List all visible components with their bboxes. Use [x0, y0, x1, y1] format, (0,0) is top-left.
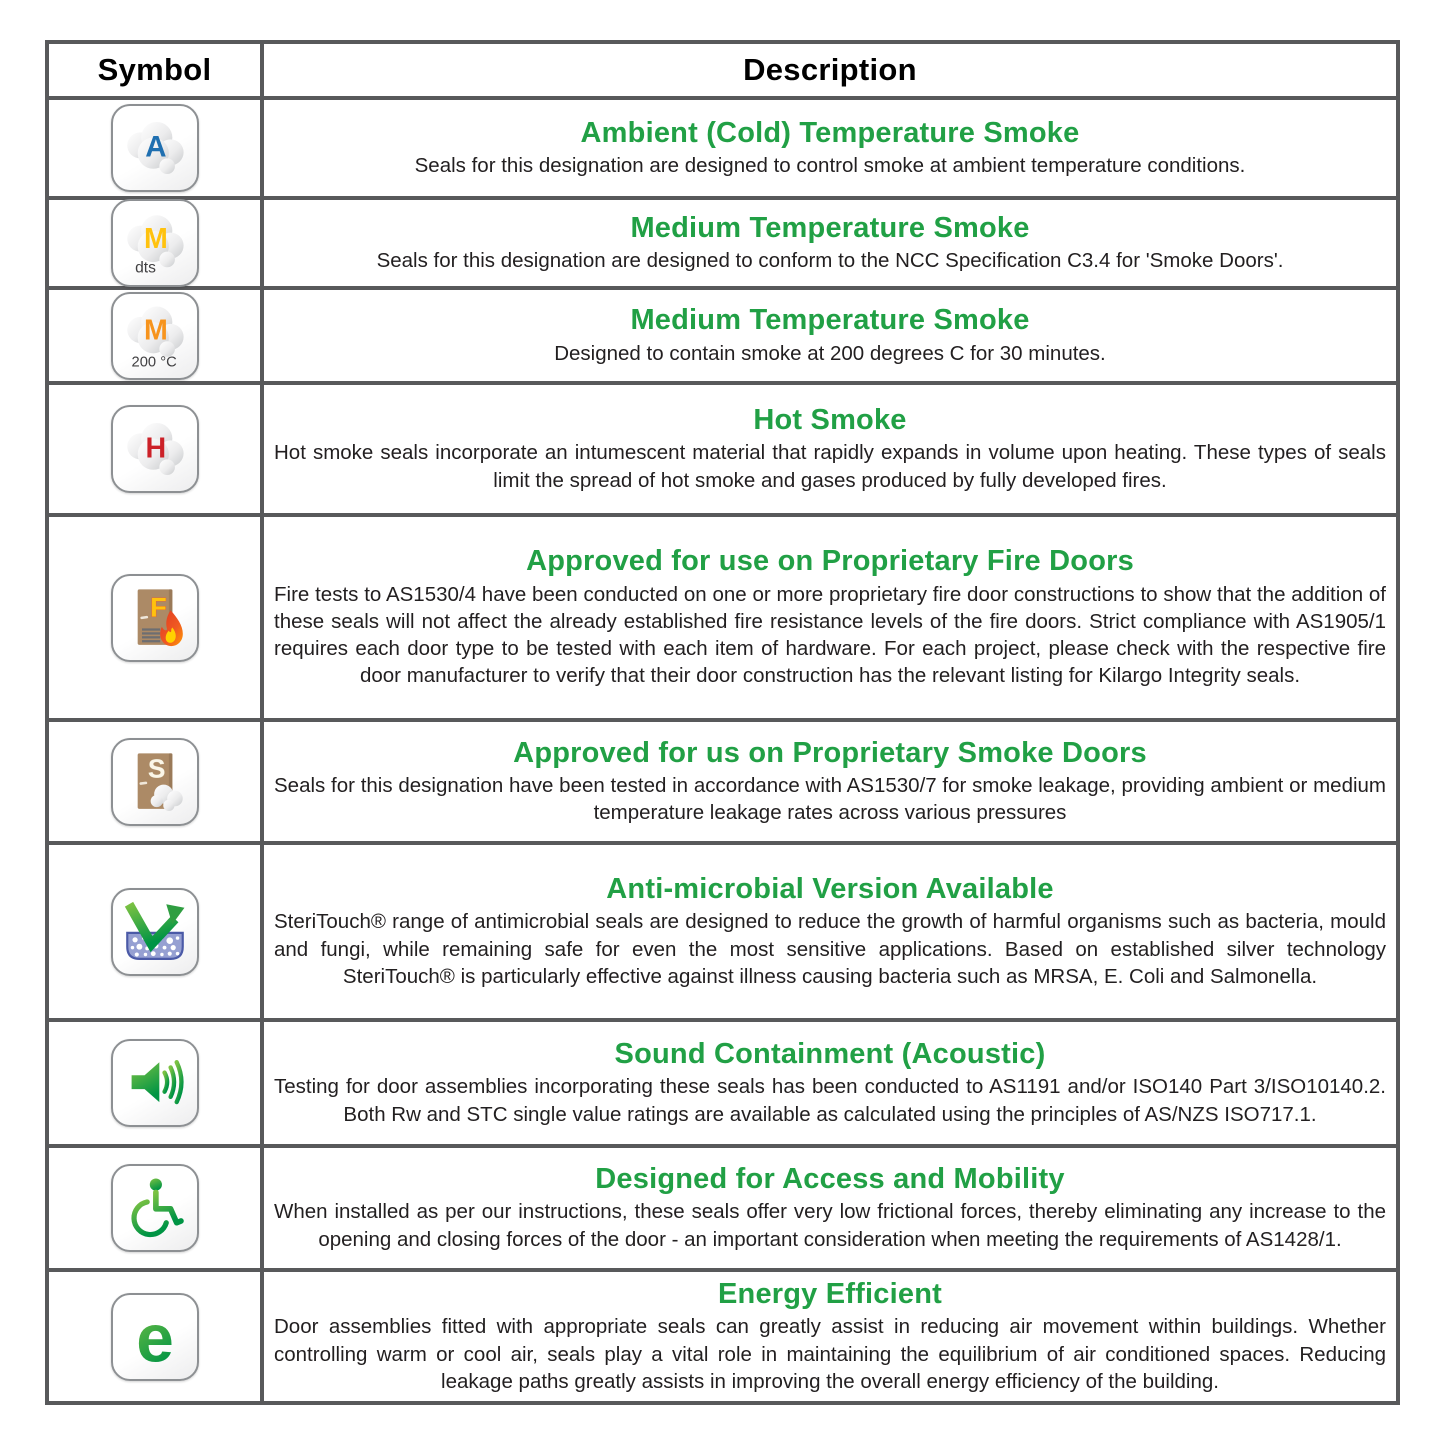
row-body: Designed to contain smoke at 200 degrees C for 30 minutes.: [554, 341, 1106, 365]
symbol-column-header: [49, 44, 264, 96]
row-body: Seals for this designation are designed to control smoke at ambient temperature conditions.: [414, 154, 1246, 178]
symbol-cell: [49, 290, 264, 381]
table-row: [49, 841, 1396, 1018]
row-title: Energy Efficient: [718, 1277, 942, 1310]
description-cell: [264, 100, 1396, 196]
description-cell: [264, 290, 1396, 381]
medium-dts-letter: M: [143, 223, 168, 256]
symbol-cell: [49, 200, 264, 286]
description-cell: [264, 1148, 1396, 1268]
ambient-letter: A: [144, 130, 167, 164]
medium-200c-letter: M: [143, 313, 168, 346]
row-title: Ambient (Cold) Temperature Smoke: [580, 116, 1080, 149]
energy-letter: e: [135, 1300, 174, 1376]
symbol-description-table: [45, 40, 1400, 1405]
hot-smoke-cloud-icon: [111, 405, 199, 493]
table-row: [49, 96, 1396, 196]
medium-200c-cloud-icon: [111, 292, 199, 380]
symbol-cell: [49, 100, 264, 196]
row-title: Medium Temperature Smoke: [630, 304, 1030, 337]
row-title: Approved for us on Proprietary Smoke Doors: [513, 736, 1147, 769]
fire-door-icon: [111, 574, 199, 662]
description-cell: [264, 385, 1396, 513]
table-row: [49, 513, 1396, 718]
table-row: [49, 196, 1396, 286]
row-title: Hot Smoke: [753, 404, 907, 437]
description-header-label: Description: [743, 52, 917, 87]
symbol-cell: [49, 385, 264, 513]
description-column-header: [264, 44, 1396, 96]
row-body: Seals for this designation have been tested in accordance with AS1530/7 for smoke leakage, providing ambient or medium temperature leakage rates across various pressures: [274, 773, 1386, 825]
speaker-icon: [111, 1039, 199, 1127]
row-title: Anti-microbial Version Available: [606, 872, 1054, 905]
energy-efficient-icon: [111, 1293, 199, 1381]
smoke-door-letter: S: [147, 753, 165, 784]
row-body: Hot smoke seals incorporate an intumescent material that rapidly expands in volume upon heating. These types of seals limit the spread of hot smoke and gases produced by fully developed fires.: [274, 441, 1386, 492]
medium-dts-cloud-icon: [111, 199, 199, 287]
ambient-cloud-icon: [111, 104, 199, 192]
row-body: Door assemblies fitted with appropriate seals can greatly assist in reducing air movement within buildings. Whether controlling warm or cool air, seals play a vital role in maintaining the equilibrium of air conditioned spaces. Reducing leakage paths greatly assists in improving the overall energy efficiency of the building.: [274, 1315, 1386, 1393]
symbol-cell: [49, 722, 264, 841]
row-title: Approved for use on Proprietary Fire Doors: [526, 545, 1134, 578]
table-row: [49, 718, 1396, 841]
table-row: [49, 1268, 1396, 1401]
row-body: SteriTouch® range of antimicrobial seals are designed to reduce the growth of harmful organisms such as bacteria, mould and fungi, while remaining safe for even the most sensitive applications. Based on established silver technology SteriTouch® is particularly effective against illness causing bacteria such as MRSA, E. Coli and Salmonella.: [274, 910, 1386, 988]
symbol-header-label: Symbol: [97, 52, 212, 87]
row-body: Seals for this designation are designed to conform to the NCC Specification C3.4 for 'Smoke Doors'.: [376, 249, 1284, 273]
hot-smoke-letter: H: [145, 432, 166, 465]
description-cell: [264, 517, 1396, 718]
symbol-cell: [49, 845, 264, 1018]
medium-dts-sublabel: dts: [134, 259, 156, 277]
description-cell: [264, 200, 1396, 286]
row-body: When installed as per our instructions, these seals offer very low frictional forces, thereby eliminating any increase to the opening and closing forces of the door - an important consideration when meeting the requirements of AS1428/1.: [274, 1200, 1386, 1251]
fire-door-letter: F: [149, 591, 167, 622]
smoke-door-icon: [111, 738, 199, 826]
row-body: Testing for door assemblies incorporating these seals has been conducted to AS1191 and/or ISO140 Part 3/ISO10140.2. Both Rw and STC single value ratings are available as calculated using the principles of AS/NZS ISO717.1.: [274, 1075, 1386, 1126]
table-header-row: [49, 44, 1396, 96]
description-cell: [264, 1022, 1396, 1144]
medium-200c-sublabel: 200 °C: [131, 353, 177, 370]
description-cell: [264, 1272, 1396, 1401]
symbol-cell: [49, 1148, 264, 1268]
description-cell: [264, 722, 1396, 841]
symbol-cell: [49, 1272, 264, 1401]
anti-microbial-icon: [111, 888, 199, 976]
table-row: [49, 1018, 1396, 1144]
wheelchair-icon: [111, 1164, 199, 1252]
description-cell: [264, 845, 1396, 1018]
table-row: [49, 381, 1396, 513]
row-title: Sound Containment (Acoustic): [614, 1038, 1046, 1071]
row-title: Medium Temperature Smoke: [630, 211, 1030, 244]
symbol-cell: [49, 1022, 264, 1144]
table-row: [49, 1144, 1396, 1268]
symbol-cell: [49, 517, 264, 718]
row-body: Fire tests to AS1530/4 have been conducted on one or more proprietary fire door constructions to show that the addition of these seals will not affect the already established fire resistance levels of the fire doors. Strict compliance with AS1905/1 requires each door type to be tested with each item of hardware. For each project, please check with the respective fire door manufacturer to verify that their door construction has the relevant listing for Kilargo Integrity seals.: [274, 582, 1386, 688]
table-row: [49, 286, 1396, 381]
row-title: Designed for Access and Mobility: [595, 1163, 1065, 1196]
